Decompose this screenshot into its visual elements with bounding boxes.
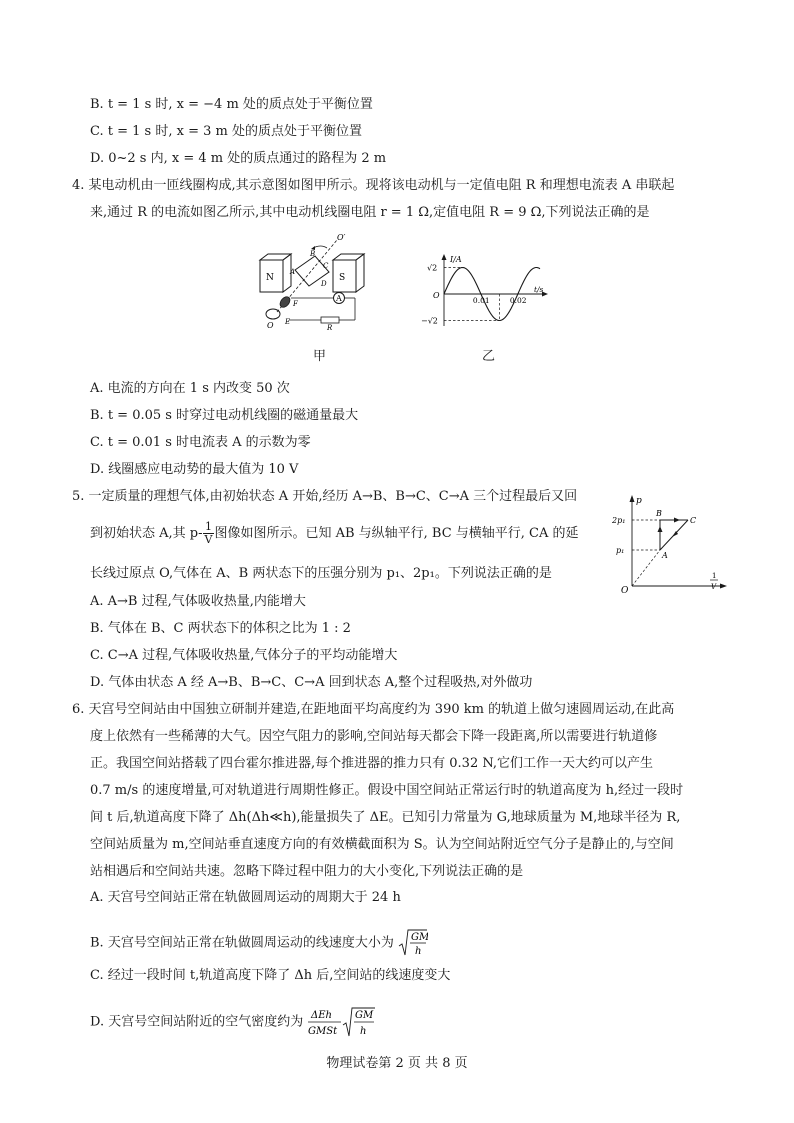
- chart-ytick-neg: −√2: [421, 316, 438, 326]
- q5-fig-c: C: [690, 516, 697, 525]
- chart-origin: O: [433, 291, 440, 300]
- chart-y-arrow: [442, 254, 447, 260]
- q5-stem-line3: 长线过原点 O,气体在 A、B 两状态下的压强分别为 p₁、2p₁。下列说法正确的是: [90, 566, 552, 581]
- q6-option-a: A. 天宫号空间站正常在轨做圆周运动的周期大于 24 h: [90, 890, 401, 905]
- q4-option-a: A. 电流的方向在 1 s 内改变 50 次: [90, 381, 290, 396]
- q5-stem-line1: 5. 一定质量的理想气体,由初始状态 A 开始,经历 A→B、B→C、C→A 三个过程最后又回: [72, 489, 578, 504]
- chart-xtick-2: 0.02: [509, 296, 527, 305]
- q4-fig-c: C: [323, 262, 329, 270]
- q6-stem-line2: 度上依然有一些稀薄的大气。因空气阻力的影响,空间站每天都会下降一段距离,所以需要进行轨道修: [90, 729, 658, 744]
- q5-option-c: C. C→A 过程,气体吸收热量,气体分子的平均动能增大: [90, 648, 398, 663]
- q6-option-d: [90, 1005, 377, 1039]
- page-footer: 物理试卷第 2 页 共 8 页: [326, 1056, 468, 1071]
- q5-option-d: D. 气体由状态 A 经 A→B、B→C、C→A 回到状态 A,整个过程吸热,对外做功: [90, 675, 533, 690]
- q4-fig-r: R: [327, 324, 333, 332]
- q6-stem-line7: 站相遇后和空间站共速。忽略下降过程中阻力的大小变化,下列说法正确的是: [90, 864, 524, 879]
- q6-d-den: GMSt: [308, 1026, 338, 1037]
- q4-stem-line1: 4. 某电动机由一匝线圈构成,其示意图如图甲所示。现将该电动机与一定值电阻 R 和理想电流表 A 串联起: [72, 178, 675, 193]
- q3-option-c: C. t = 1 s 时, x = 3 m 处的质点处于平衡位置: [90, 124, 362, 139]
- q5-fig-origin: O: [621, 586, 629, 594]
- chart-ylabel: I/A: [450, 255, 462, 264]
- q4-option-b: B. t = 0.05 s 时穿过电动机线圈的磁通量最大: [90, 408, 359, 423]
- q5-option-b: B. 气体在 B、C 两状态下的体积之比为 1 : 2: [90, 621, 351, 636]
- q4-figure-current-chart: [418, 252, 558, 330]
- q5-fig-ylabel: p: [636, 496, 642, 506]
- q6-option-b-text: B. 天宫号空间站正常在轨做圆周运动的线速度大小为: [90, 935, 394, 951]
- q4-fig-s: S: [339, 273, 346, 283]
- q5-fig-xden: V: [711, 583, 717, 591]
- q6-b-radical: [398, 928, 428, 958]
- q6-d-rden: h: [360, 1026, 367, 1037]
- chart-ytick-pos: √2: [427, 263, 438, 273]
- q5-fig-xnum: 1: [712, 572, 717, 580]
- q4-fig-b: B: [310, 250, 316, 258]
- q4-caption-jia: 甲: [313, 349, 327, 364]
- q6-b-den: h: [414, 946, 422, 957]
- q6-option-c: C. 经过一段时间 t,轨道高度下降了 Δh 后,空间站的线速度变大: [90, 968, 451, 983]
- chart-xlabel: t/s: [534, 285, 544, 294]
- q4-stem-line2: 来,通过 R 的电流如图乙所示,其中电动机线圈电阻 r = 1 Ω,定值电阻 R = 9 Ω,下列说法正确的是: [90, 205, 650, 220]
- chart-xtick-1: 0.01: [472, 296, 490, 305]
- q4-fig-a: A: [290, 268, 296, 276]
- q4-figure-motor: [255, 232, 375, 332]
- q4-option-c: C. t = 0.01 s 时电流表 A 的示数为零: [90, 435, 311, 450]
- q6-option-d-text: D. 天宫号空间站附近的空气密度约为: [90, 1014, 304, 1030]
- q6-option-b-sqrt: [398, 928, 428, 958]
- q5-stem-line2a: 到初始状态 A,其 p-: [90, 526, 203, 541]
- q3-option-d: D. 0~2 s 内, x = 4 m 处的质点通过的路程为 2 m: [90, 151, 387, 166]
- q5-stem-line2: [90, 521, 579, 546]
- q5-fig-2p1: 2p₁: [612, 516, 626, 525]
- q6-d-formula: [307, 1005, 377, 1039]
- q5-frac-num: 1: [203, 521, 215, 534]
- q6-stem-line3: 正。我国空间站搭载了四台霍尔推进器,每个推进器的推力只有 0.32 N,它们工作一天大约可以产生: [90, 756, 654, 771]
- q6-stem-line4: 0.7 m/s 的速度增量,可对轨道进行周期性修正。假设中国空间站正常运行时的轨道高度为 h,经过一段时: [90, 783, 684, 798]
- q6-stem-line1: 6. 天宫号空间站由中国独立研制并建造,在距地面平均高度约为 390 km 的轨道上做匀速圆周运动,在此高: [72, 702, 675, 717]
- q4-fig-o-prime: O′: [337, 233, 346, 242]
- q4-caption-yi: 乙: [482, 349, 496, 364]
- q6-d-num: ΔEh: [311, 1010, 333, 1021]
- q6-stem-line6: 空间站质量为 m,空间站垂直速度方向的有效横截面积为 S。认为空间站附近空气分子是静止的,与空间: [90, 837, 674, 852]
- q5-fig-a: A: [662, 551, 668, 560]
- q5-fig-b: B: [656, 509, 662, 518]
- q5-inline-fraction: [203, 521, 215, 546]
- q6-stem-line5: 间 t 后,轨道高度下降了 Δh(Δh≪h),能量损失了 ΔE。已知引力常量为 G,地球质量为 M,地球半径为 R,: [90, 810, 681, 825]
- q5-option-a: A. A→B 过程,气体吸收热量,内能增大: [90, 594, 306, 609]
- q4-option-d: D. 线圈感应电动势的最大值为 10 V: [90, 462, 299, 477]
- q6-d-rnum: GM: [355, 1010, 374, 1021]
- q4-fig-n: N: [266, 273, 274, 283]
- q5-frac-den: V: [204, 533, 213, 546]
- q5-fig-p1: p₁: [616, 546, 625, 555]
- q5-stem-line2b: 图像如图所示。已知 AB 与纵轴平行, BC 与横轴平行, CA 的延: [214, 526, 579, 541]
- q6-b-num: GM: [410, 932, 428, 943]
- q6-option-b: [90, 928, 428, 958]
- q4-fig-meter-label: A: [336, 294, 342, 303]
- q4-fig-f: F: [293, 300, 298, 308]
- q5-figure-pv: [612, 490, 730, 594]
- q4-fig-d: D: [321, 280, 327, 288]
- q4-fig-e: E: [285, 318, 291, 326]
- q4-fig-o: O: [267, 321, 274, 330]
- q3-option-b: B. t = 1 s 时, x = −4 m 处的质点处于平衡位置: [90, 97, 373, 112]
